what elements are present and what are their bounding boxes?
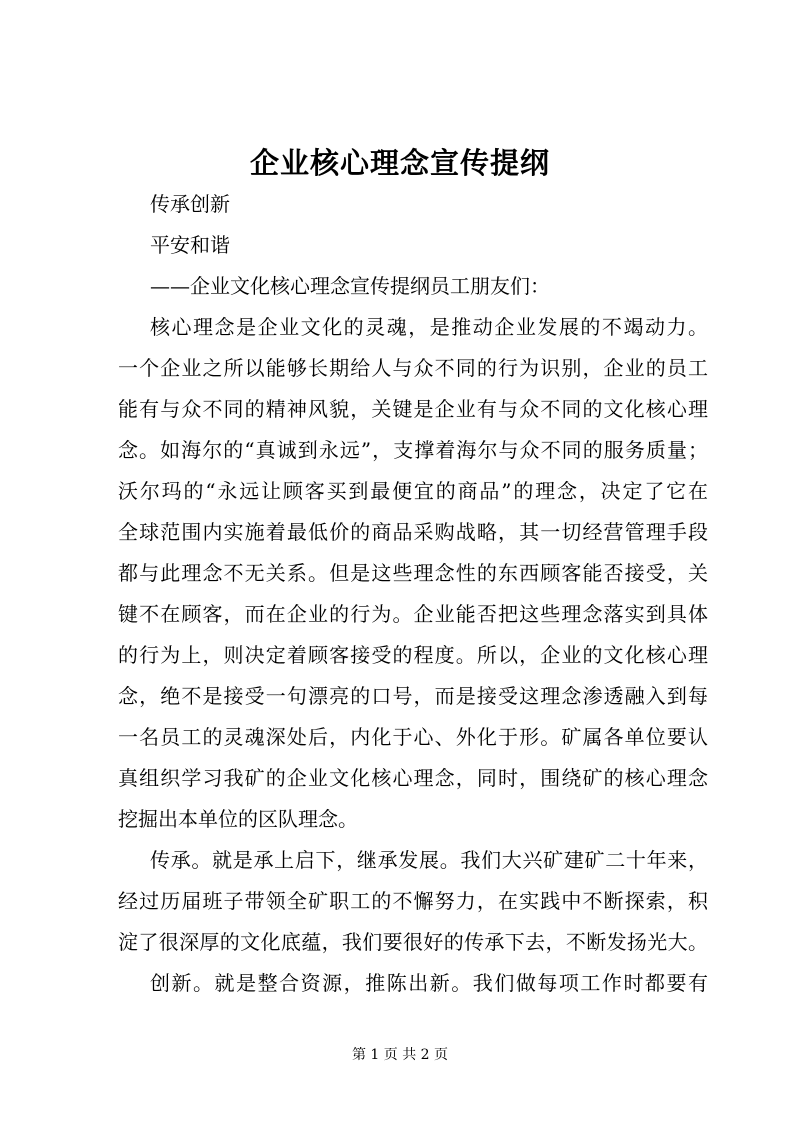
- paragraph-1-line-3: 能有与众不同的精神风貌，关键是企业有与众不同的文化核心理: [118, 397, 708, 421]
- subtitle-2: 平安和谐: [150, 233, 230, 257]
- paragraph-1-line-10: 念，绝不是接受一句漂亮的口号，而是接受这理念渗透融入到每: [118, 684, 708, 708]
- paragraph-1-line-9: 的行为上，则决定着顾客接受的程度。所以，企业的文化核心理: [118, 643, 708, 667]
- paragraph-1-line-12: 真组织学习我矿的企业文化核心理念，同时，围绕矿的核心理念: [118, 766, 708, 790]
- paragraph-2-line-2: 经过历届班子带领全矿职工的不懈努力，在实践中不断探索，积: [118, 889, 708, 913]
- paragraph-2-line-1: 传承。就是承上启下，继承发展。我们大兴矿建矿二十年来，: [150, 848, 708, 872]
- paragraph-1-line-4: 念。如海尔的“真诚到永远”，支撑着海尔与众不同的服务质量；: [118, 438, 708, 462]
- paragraph-1-line-11: 一名员工的灵魂深处后，内化于心、外化于形。矿属各单位要认: [118, 725, 708, 749]
- subtitle-1: 传承创新: [150, 192, 230, 216]
- page-footer: 第 1 页 共 2 页: [351, 1047, 449, 1063]
- paragraph-1-line-7: 都与此理念不无关系。但是这些理念性的东西顾客能否接受，关: [118, 561, 708, 585]
- page-title: 企业核心理念宣传提纲: [249, 146, 550, 180]
- paragraph-1-line-13: 挖掘出本单位的区队理念。: [118, 807, 358, 831]
- paragraph-2-line-3: 淀了很深厚的文化底蕴，我们要很好的传承下去，不断发扬光大。: [118, 930, 708, 954]
- paragraph-1-line-1: 核心理念是企业文化的灵魂，是推动企业发展的不竭动力。: [150, 315, 708, 339]
- paragraph-1-line-6: 全球范围内实施着最低价的商品采购战略，其一切经营管理手段: [118, 520, 708, 544]
- intro-line: ——企业文化核心理念宣传提纲员工朋友们：: [150, 274, 550, 298]
- paragraph-1-line-2: 一个企业之所以能够长期给人与众不同的行为识别，企业的员工: [118, 356, 708, 380]
- paragraph-3-line-1: 创新。就是整合资源，推陈出新。我们做每项工作时都要有: [150, 971, 708, 995]
- paragraph-1-line-5: 沃尔玛的“永远让顾客买到最便宜的商品”的理念，决定了它在: [118, 479, 708, 503]
- paragraph-1-line-8: 键不在顾客，而在企业的行为。企业能否把这些理念落实到具体: [118, 602, 708, 626]
